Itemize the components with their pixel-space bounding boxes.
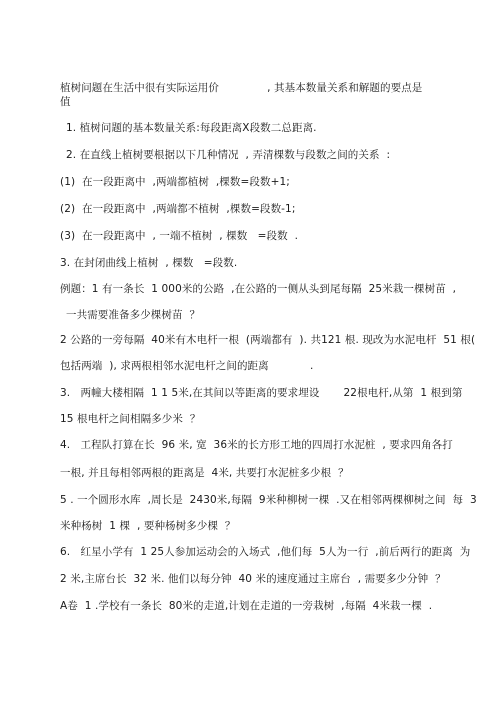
- intro-line-2: 值: [60, 96, 71, 108]
- example-4-line-2: 一根, 并且每相邻两根的距离是 4米, 共要打水泥桩多少根 ？: [60, 467, 349, 479]
- example-5-line-2: 米种杨树 1 棵 , 要种杨树多少棵 ？: [60, 520, 236, 532]
- exercise-a-line-1: A卷 1 .学校有一条长 80米的走道,计划在走道的一旁栽树 ,每隔 4米栽一棵 .: [60, 600, 433, 612]
- example-1-line-1: 例题：1 有一条长 1 000米的公路 ,在公路的一侧从头到尾每隔 25米栽一棵树苗 ,: [60, 283, 457, 295]
- rule-2-case-1: (1) 在一段距离中 ,两端都植树 ,棵数=段数+1;: [60, 176, 290, 188]
- example-1-line-2: 一共需要准备多少棵树苗 ？: [66, 309, 201, 321]
- intro-line-1: 植树问题在生活中很有实际运用价 , 其基本数量关系和解题的要点是: [60, 82, 423, 94]
- example-4-line-1: 4. 工程队打算在长 96 米, 宽 36米的长方形工地的四周打水泥桩 , 要求四角各打: [60, 439, 453, 451]
- example-5-line-1: 5 . 一个圆形水库 ,周长是 2430米,每隔 9米种柳树一棵 .又在相邻两棵柳树之间 每 3: [60, 494, 477, 506]
- example-3-line-1: 3. 两幢大楼相隔 1 1 5米,在其间以等距离的要求埋设 22根电杆,从第 1 根到第: [60, 387, 463, 399]
- example-3-line-2: 15 根电杆之间相隔多少米 ？: [60, 413, 201, 425]
- example-2-line-1: 2 公路的一旁每隔 40米有木电杆一根 (两端都有 ). 共121 根. 现改为水泥电杆 51 根(: [60, 334, 476, 346]
- rule-3: 3. 在封闭曲线上植树 , 棵数 =段数.: [60, 257, 238, 269]
- rule-1: 1. 植树问题的基本数量关系:每段距离X段数二总距离.: [66, 122, 317, 134]
- example-6-line-1: 6. 红星小学有 1 25人参加运动会的入场式 ,他们每 5人为一行 ,前后两行的距离 为: [60, 546, 471, 558]
- example-6-line-2: 2 米,主席台长 32 米. 他们以每分钟 40 米的速度通过主席台 , 需要多少分钟 ？: [60, 573, 446, 585]
- rule-2-case-2: (2) 在一段距离中 ,两端都不植树 ,棵数=段数-1;: [60, 203, 296, 215]
- rule-2-case-3: (3) 在一段距离中 , 一端不植树 , 棵数 =段数 .: [60, 230, 299, 242]
- example-2-line-2: 包括两端 ), 求两根相邻水泥电杆之间的距离 .: [60, 360, 314, 372]
- rule-2: 2. 在直线上植树要根据以下几种情况 , 弄清棵数与段数之间的关系 :: [66, 149, 391, 161]
